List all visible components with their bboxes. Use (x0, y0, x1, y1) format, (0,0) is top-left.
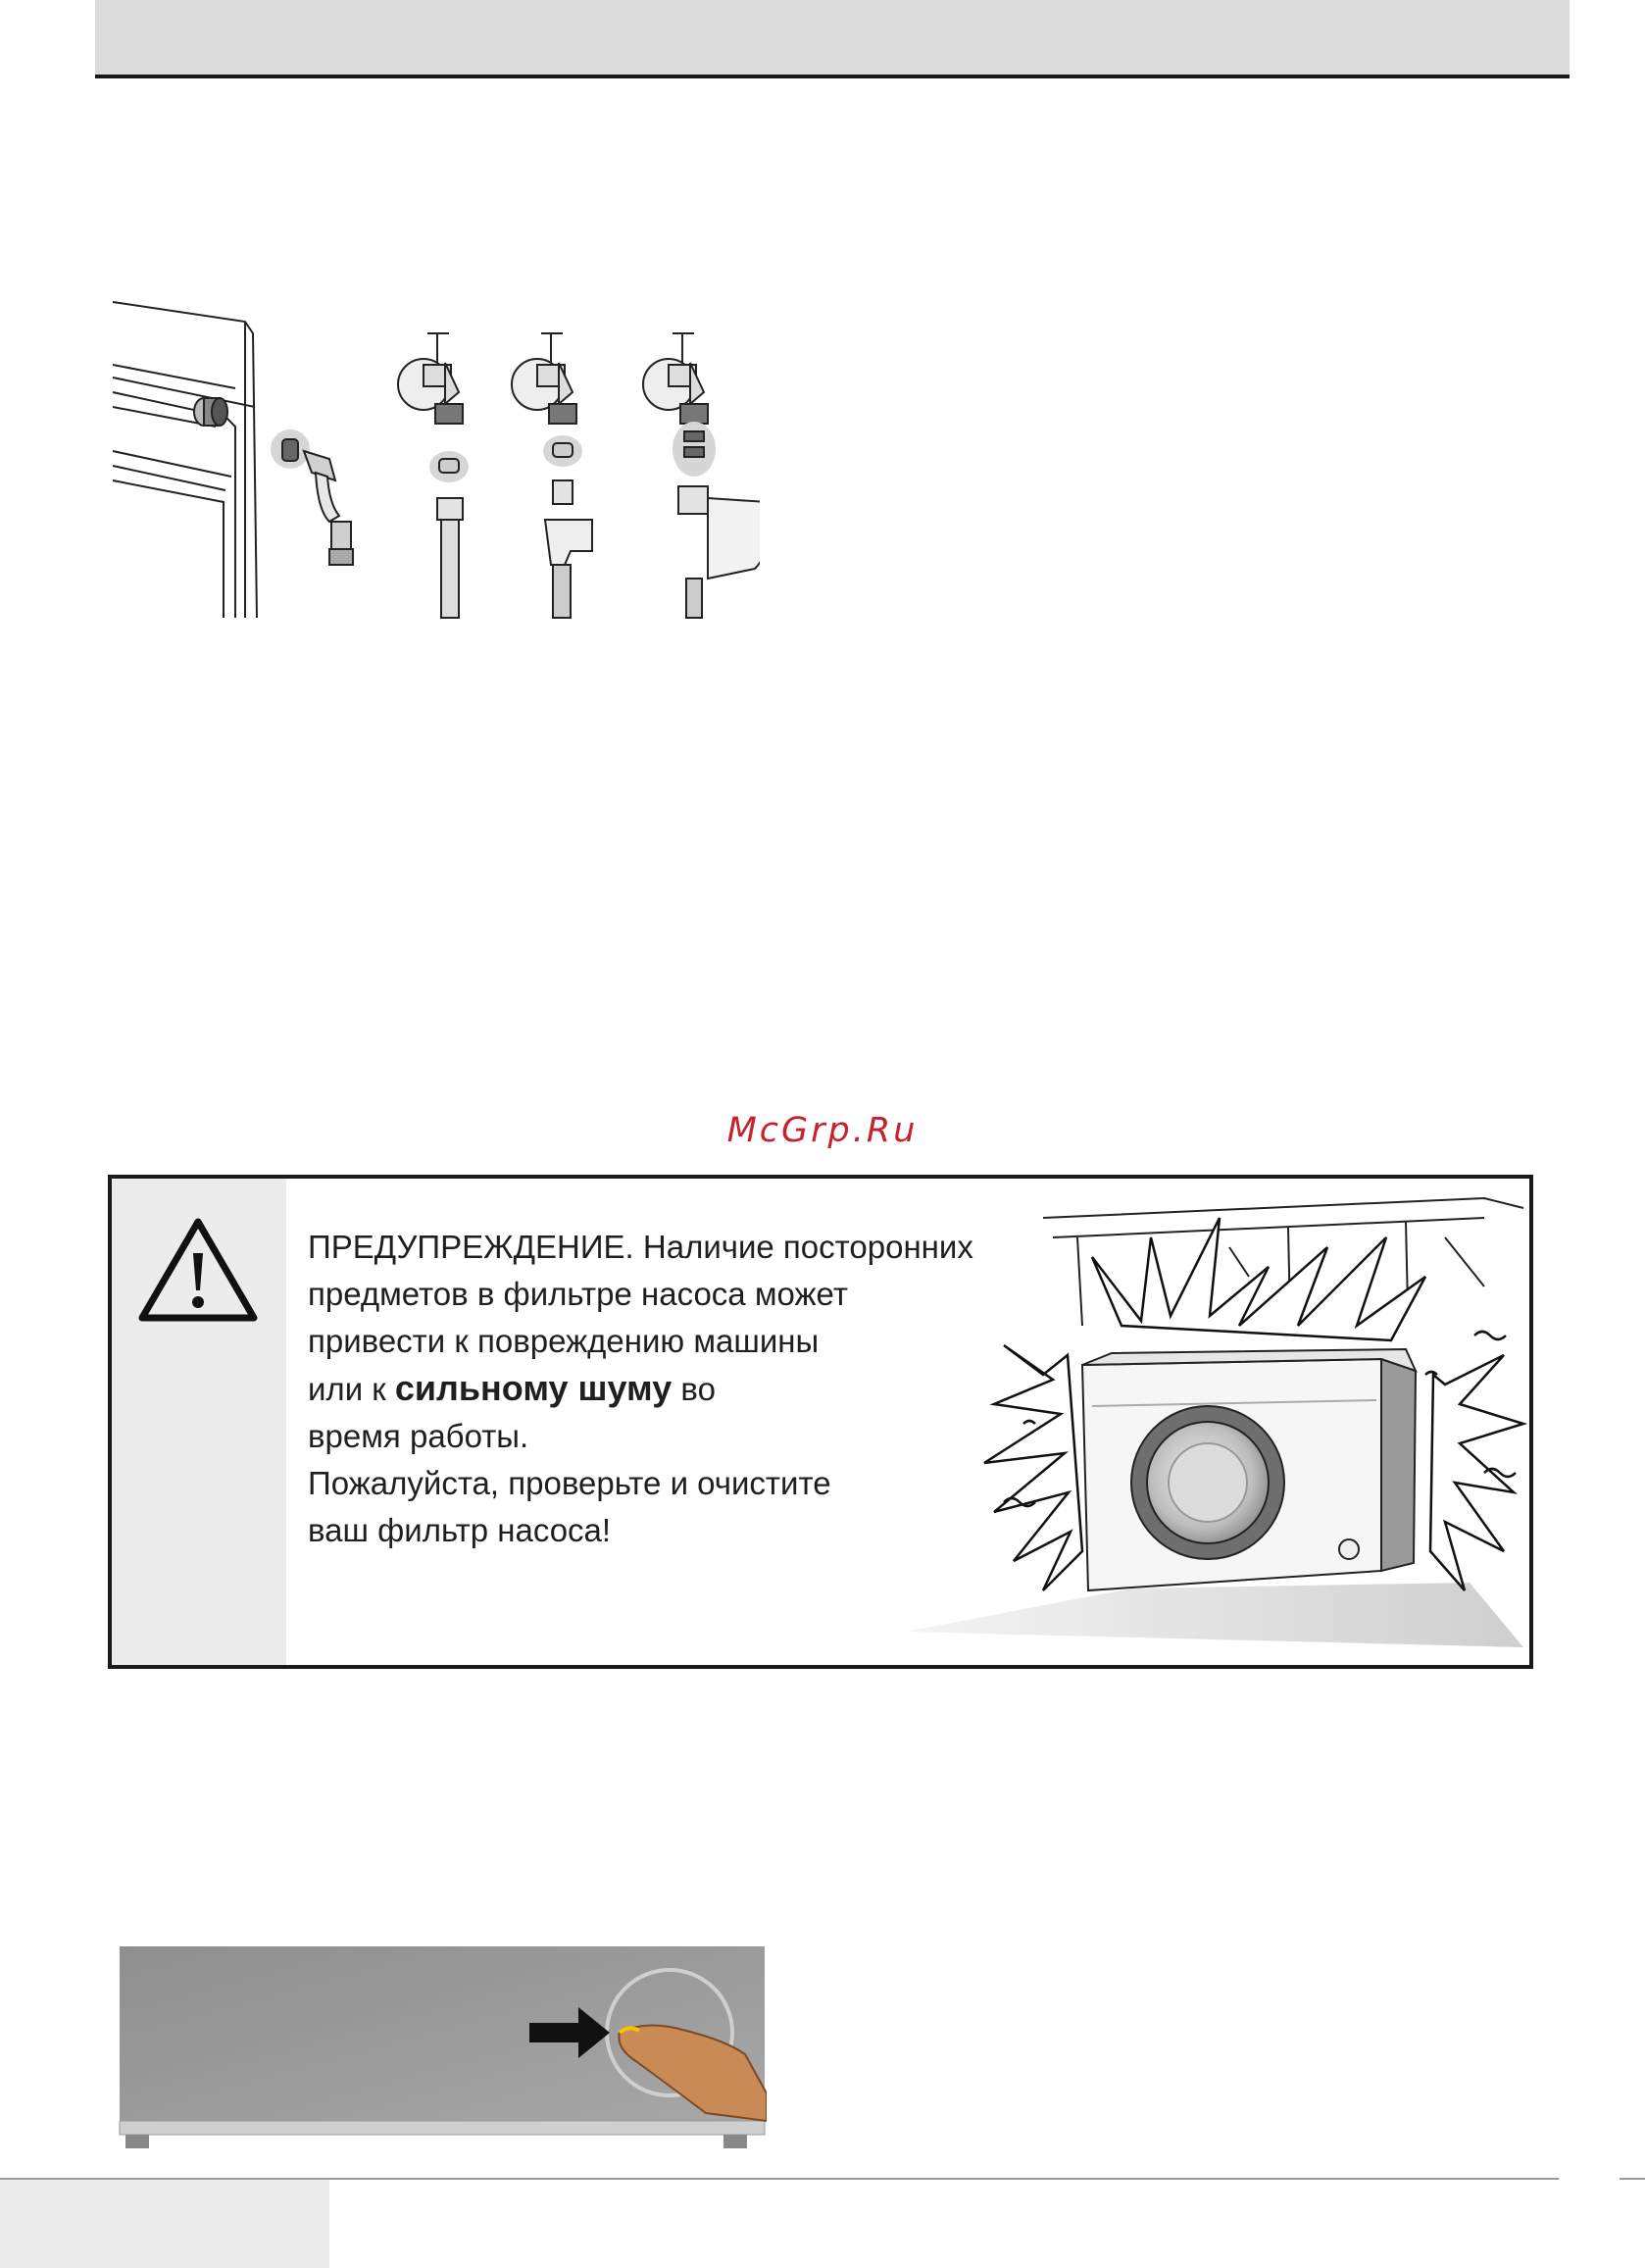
header-bar (95, 0, 1570, 78)
warning-emphasis: сильному шуму (394, 1368, 673, 1408)
watermark-text: McGrp.Ru (726, 1111, 919, 1150)
warning-line-6: Пожалуйста, проверьте и очистите (308, 1465, 831, 1501)
footer-rule-right (1620, 2178, 1645, 2180)
warning-line-4-suffix: во (672, 1371, 716, 1407)
hose-connection-illustration (108, 294, 760, 628)
warning-side-panel (112, 1179, 286, 1665)
warning-line-1: ПРЕДУПРЕЖДЕНИЕ. Наличие посторонних (308, 1229, 973, 1265)
warning-line-2: предметов в фильтре насоса может (308, 1276, 848, 1312)
warning-box (108, 1175, 1533, 1669)
warning-line-5: время работы. (308, 1418, 529, 1454)
noisy-washer-illustration (896, 1179, 1533, 1669)
warning-triangle-icon (136, 1216, 260, 1326)
warning-line-3: привести к повреждению машины (308, 1323, 820, 1359)
filter-cover-illustration (118, 1946, 767, 2152)
footer-block (0, 2180, 329, 2268)
warning-line-4-prefix: или к (308, 1371, 395, 1407)
warning-line-7: ваш фильтр насоса! (308, 1512, 612, 1548)
